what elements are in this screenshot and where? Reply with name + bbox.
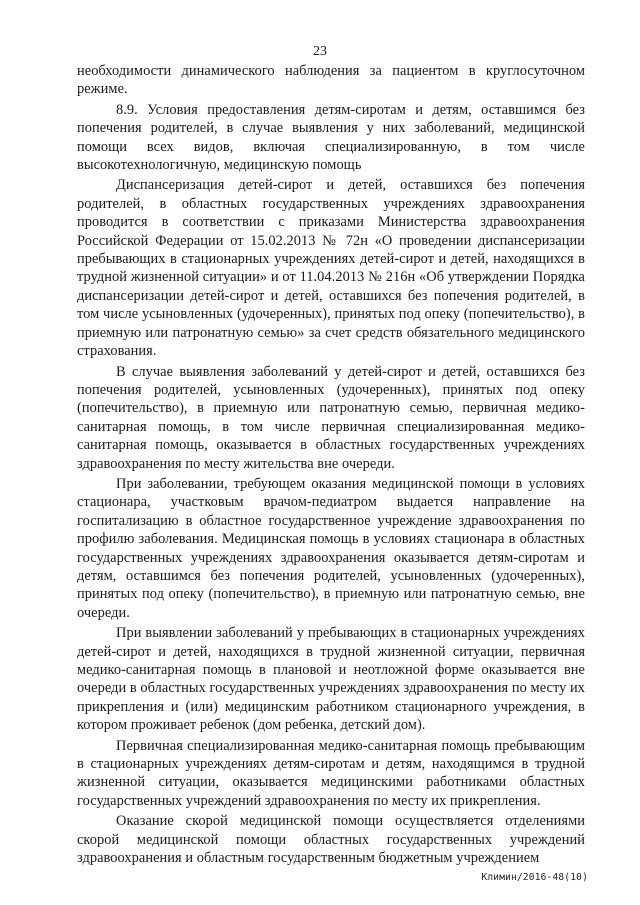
paragraph-specialized-care: Первичная специализированная медико-санитарная помощь пребывающим в стационарных учреждениях детям-сиротам и детям, находящимся в трудной жизненной ситуации, оказывается медицинскими работниками областных государственных учреждений здравоохранения по месту их прикрепления. — [77, 737, 585, 809]
section-heading-8-9: 8.9. Условия предоставления детям-сиротам и детям, оставшимся без попечения родителей, в случае выявления у них заболеваний, медицинской помощи всех видов, включая специализированную, в том числе высокотехнологичную, медицинскую помощь — [77, 101, 585, 174]
document-body — [77, 62, 585, 869]
paragraph-hospitalization: При заболевании, требующем оказания медицинской помощи в условиях стационара, участковым врачом-педиатром выдается направление на госпитализацию в областное государственное учреждение здравоохранения по профилю заболевания. Медицинская помощь в условиях стационара в областных государственных учреждениях здравоохранения оказывается детям-сиротам и детям, оставшимся без попечения родителей, усыновленных (удочеренных), принятых под опеку (попечительство), в приемную или патронатную семью, вне очереди. — [77, 475, 585, 621]
paragraph-continuation: необходимости динамического наблюдения за пациентом в круглосуточном режиме. — [77, 63, 585, 98]
paragraph-dispanserization: Диспансеризация детей-сирот и детей, оставшихся без попечения родителей, в областных государственных учреждениях здравоохранения проводится в соответствии с приказами Министерства здравоохранения Российской Федерации от 15.02.2013 № 72н «О проведении диспансеризации пребывающих в стационарных учреждениях детей-сирот и детей, находящихся в трудной жизненной ситуации» и от 11.04.2013 № 216н «Об утверждении Порядка диспансеризации детей-сирот и детей, оставшихся без попечения родителей, в том числе усыновленных (удочеренных), принятых под опеку (попечительство), в приемную или патронатную семью» за счет средств обязательного медицинского страхования. — [77, 177, 585, 360]
paragraph-emergency-care: Оказание скорой медицинской помощи осуществляется отделениями скорой медицинской помощи областных государственных учреждений здравоохранения и областным государственным бюджетным учреждением — [77, 813, 585, 867]
page-number: 23 — [313, 44, 327, 59]
paragraph-stationary-institutions: При выявлении заболеваний у пребывающих в стационарных учреждениях детей-сирот и детей, находящихся в трудной жизненной ситуации, первичная медико-санитарная помощь в плановой и неотложной форме оказывается вне очереди в областных государственных учреждениях здравоохранения по месту их прикрепления и (или) медицинским работником стационарного учреждения, в котором проживает ребенок (дом ребенка, детский дом). — [77, 625, 585, 734]
paragraph-disease-detection: В случае выявления заболеваний у детей-сирот и детей, оставшихся без попечения родителей, усыновленных (удочеренных), принятых под опеку (попечительство), в приемную или патронатную семью, первичная медико-санитарная помощь, в том числе первичная специализированная медико-санитарная помощь, оказывается в областных государственных учреждениях здравоохранения по месту жительства вне очереди. — [77, 363, 585, 472]
footer-document-code: Климин/2016-48(10) — [481, 872, 588, 883]
